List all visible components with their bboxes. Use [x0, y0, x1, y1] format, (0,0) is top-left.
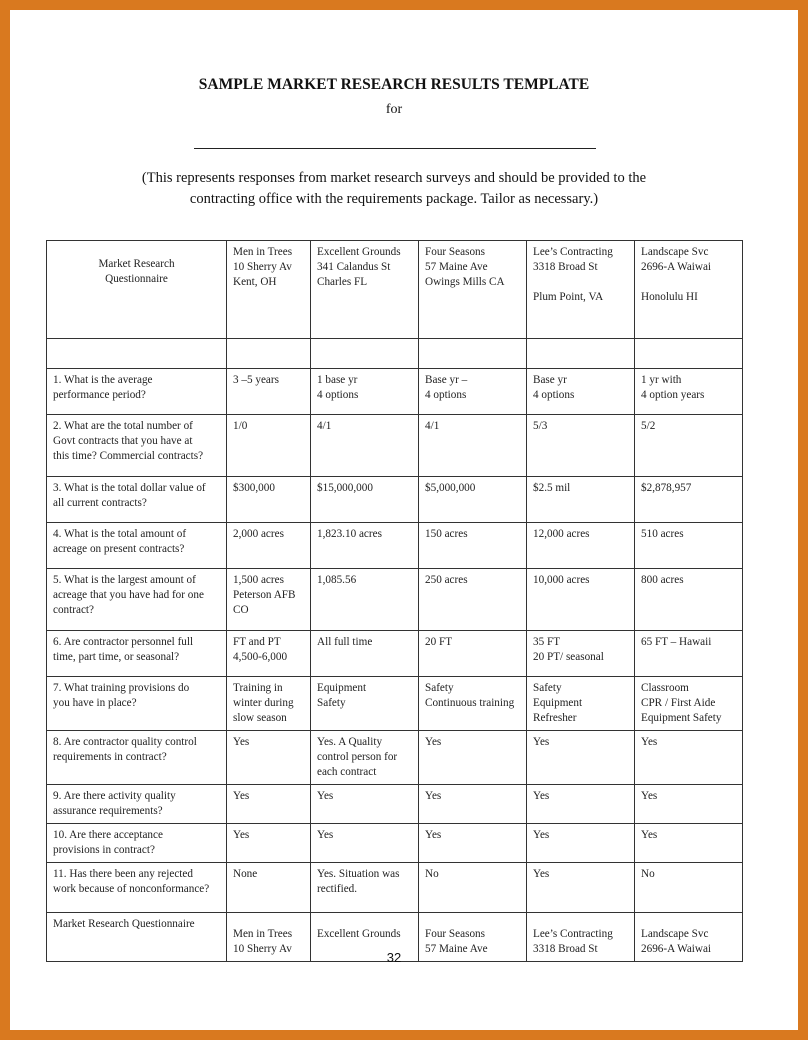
- table-cell: [419, 785, 527, 824]
- cell-text-line: 35 FT: [533, 636, 561, 648]
- cell-text-line: $2.5 mil: [533, 482, 571, 494]
- cell-text-line: 1. What is the average: [53, 374, 153, 386]
- cell-text-line: Excellent Grounds: [317, 928, 401, 940]
- table-cell: [311, 863, 419, 913]
- table-cell: [227, 824, 311, 863]
- table-row: [47, 369, 743, 415]
- cell-text-line: Yes: [533, 736, 550, 748]
- table-cell: [419, 415, 527, 477]
- table-cell: [227, 477, 311, 523]
- question-cell: [47, 523, 227, 569]
- cell-text-line: Equipment: [533, 697, 583, 709]
- cell-text-line: Yes: [425, 829, 442, 841]
- table-cell: [419, 569, 527, 631]
- table-cell: [311, 477, 419, 523]
- cell-text-line: Equipment: [317, 682, 367, 694]
- cell-text-line: Plum Point, VA: [533, 291, 604, 303]
- table-cell: [419, 677, 527, 731]
- table-cell: [227, 731, 311, 785]
- cell-text-line: 5. What is the largest amount of: [53, 574, 196, 586]
- table-header-row: [47, 241, 743, 339]
- cell-text-line: 4 options: [317, 389, 359, 401]
- cell-text-line: 150 acres: [425, 528, 468, 540]
- question-cell: [47, 477, 227, 523]
- fill-in-blank-line: [194, 148, 596, 149]
- table-cell: [419, 241, 527, 339]
- cell-text-line: 3. What is the total dollar value of: [53, 482, 206, 494]
- table-row: [47, 631, 743, 677]
- cell-text-line: Base yr –: [425, 374, 468, 386]
- table-cell: [635, 339, 743, 369]
- cell-text-line: each contract: [317, 766, 377, 778]
- cell-text-line: Safety: [425, 682, 454, 694]
- question-cell: [47, 731, 227, 785]
- cell-text-line: $2,878,957: [641, 482, 692, 494]
- cell-text-line: Landscape Svc: [641, 928, 709, 940]
- cell-text-line: Govt contracts that you have at: [53, 435, 193, 447]
- table-cell: [227, 241, 311, 339]
- cell-text-line: Charles FL: [317, 276, 368, 288]
- table-cell: [227, 339, 311, 369]
- cell-text-line: 65 FT – Hawaii: [641, 636, 712, 648]
- table-cell: [527, 523, 635, 569]
- table-cell: [527, 863, 635, 913]
- cell-text-line: Yes: [233, 790, 250, 802]
- cell-text-line: 12,000 acres: [533, 528, 590, 540]
- table-cell: [311, 677, 419, 731]
- cell-text-line: 4 option years: [641, 389, 705, 401]
- cell-text-line: Excellent Grounds: [317, 246, 401, 258]
- cell-text-line: Owings Mills CA: [425, 276, 505, 288]
- table-row: [47, 863, 743, 913]
- cell-text-line: 20 PT/ seasonal: [533, 651, 604, 663]
- cell-text-line: 341 Calandus St: [317, 261, 391, 273]
- table-cell: [419, 477, 527, 523]
- cell-text-line: 2,000 acres: [233, 528, 284, 540]
- cell-text-line: Base yr: [533, 374, 567, 386]
- cell-text-line: Four Seasons: [425, 246, 485, 258]
- cell-text-line: 5/3: [533, 420, 548, 432]
- table-cell: [227, 523, 311, 569]
- cell-text-line: 4 options: [425, 389, 467, 401]
- cell-text-line: Yes: [533, 868, 550, 880]
- cell-text-line: Men in Trees: [233, 246, 293, 258]
- cell-text-line: [533, 275, 628, 290]
- cell-text-line: 11. Has there been any rejected: [53, 868, 193, 880]
- question-cell: [47, 415, 227, 477]
- cell-text-line: 3318 Broad St: [533, 261, 598, 273]
- cell-text-line: Four Seasons: [425, 928, 485, 940]
- cell-text-line: 1,500 acres: [233, 574, 284, 586]
- table-cell: [635, 241, 743, 339]
- cell-text-line: performance period?: [53, 389, 146, 401]
- cell-text-line: acreage on present contracts?: [53, 543, 185, 555]
- table-cell: [635, 824, 743, 863]
- cell-text-line: CPR / First Aide: [641, 697, 716, 709]
- cell-text-line: 9. Are there activity quality: [53, 790, 176, 802]
- cell-text-line: 57 Maine Ave: [425, 261, 488, 273]
- cell-text-line: 10,000 acres: [533, 574, 590, 586]
- cell-text-line: Yes: [317, 829, 334, 841]
- cell-text-line: Market Research Questionnaire: [53, 918, 195, 930]
- table-cell: [527, 339, 635, 369]
- cell-text-line: No: [425, 868, 439, 880]
- cell-text-line: Yes: [641, 790, 658, 802]
- intro-paragraph: [0, 168, 798, 210]
- cell-text-line: Lee’s Contracting: [533, 928, 613, 940]
- cell-text-line: Training in: [233, 682, 283, 694]
- table-cell: [311, 369, 419, 415]
- cell-text-line: Continuous training: [425, 697, 515, 709]
- table-cell: [227, 369, 311, 415]
- table-row: [47, 785, 743, 824]
- table-cell: [527, 569, 635, 631]
- table-cell: [635, 523, 743, 569]
- table-cell: [311, 631, 419, 677]
- table-cell: [227, 569, 311, 631]
- table-cell: [527, 731, 635, 785]
- cell-text-line: 250 acres: [425, 574, 468, 586]
- cell-text-line: 1,823.10 acres: [317, 528, 382, 540]
- cell-text-line: Yes: [425, 790, 442, 802]
- table-cell: [635, 631, 743, 677]
- cell-text-line: Yes: [641, 829, 658, 841]
- cell-text-line: 5/2: [641, 420, 656, 432]
- table-cell: [311, 339, 419, 369]
- cell-text-line: Classroom: [641, 682, 689, 694]
- cell-text-line: 800 acres: [641, 574, 684, 586]
- table-cell: [227, 677, 311, 731]
- table-cell: [635, 863, 743, 913]
- cell-text-line: 20 FT: [425, 636, 453, 648]
- intro-line: (This represents responses from market research surveys and should be provided to the: [141, 170, 647, 186]
- table-row: [47, 523, 743, 569]
- cell-text-line: control person for: [317, 751, 398, 763]
- table-cell: [527, 477, 635, 523]
- table-cell: [635, 569, 743, 631]
- table-spacer-row: [47, 339, 743, 369]
- cell-text-line: 2696-A Waiwai: [641, 261, 712, 273]
- table-cell: [527, 785, 635, 824]
- table-cell: [311, 241, 419, 339]
- table-cell: [419, 824, 527, 863]
- cell-text-line: [641, 275, 736, 290]
- cell-text-line: CO: [233, 604, 249, 616]
- cell-text-line: 10 Sherry Av: [233, 261, 292, 273]
- cell-text-line: $5,000,000: [425, 482, 476, 494]
- question-cell: [47, 569, 227, 631]
- table-cell: [47, 339, 227, 369]
- cell-text-line: 4,500-6,000: [233, 651, 288, 663]
- table-cell: [419, 863, 527, 913]
- table-cell: [527, 677, 635, 731]
- cell-text-line: All full time: [317, 636, 373, 648]
- cell-text-line: None: [233, 868, 258, 880]
- cell-text-line: Refresher: [533, 712, 577, 724]
- cell-text-line: Honolulu HI: [641, 291, 698, 303]
- cell-text-line: $15,000,000: [317, 482, 373, 494]
- table-cell: [635, 785, 743, 824]
- table-row: [47, 415, 743, 477]
- table-cell: [311, 569, 419, 631]
- cell-text-line: No: [641, 868, 655, 880]
- cell-text-line: Kent, OH: [233, 276, 277, 288]
- cell-text-line: 4 options: [533, 389, 575, 401]
- cell-text-line: Equipment Safety: [641, 712, 722, 724]
- table-row: [47, 677, 743, 731]
- table-cell: [227, 863, 311, 913]
- cell-text-line: time, part time, or seasonal?: [53, 651, 180, 663]
- table-cell: [527, 369, 635, 415]
- table-cell: [311, 523, 419, 569]
- table-cell: [227, 415, 311, 477]
- table-cell: [635, 415, 743, 477]
- table-row: [47, 569, 743, 631]
- table-cell: [635, 369, 743, 415]
- cell-text-line: assurance requirements?: [53, 805, 163, 817]
- table-cell: [311, 415, 419, 477]
- table-cell: [635, 731, 743, 785]
- cell-text-line: Landscape Svc: [641, 246, 709, 258]
- for-label: for: [385, 102, 403, 117]
- cell-text-line: Yes: [533, 829, 550, 841]
- question-cell: [47, 677, 227, 731]
- intro-line: contracting office with the requirements package. Tailor as necessary.): [189, 191, 599, 207]
- cell-text-line: 1,085.56: [317, 574, 357, 586]
- cell-text-line: 4. What is the total amount of: [53, 528, 187, 540]
- cell-text-line: 3 –5 years: [233, 374, 279, 386]
- cell-text-line: Questionnaire: [105, 273, 168, 285]
- table-row: [47, 824, 743, 863]
- cell-text-line: Peterson AFB: [233, 589, 296, 601]
- table-cell: [527, 415, 635, 477]
- cell-text-line: Market Research: [98, 258, 175, 270]
- question-cell: [47, 785, 227, 824]
- table-cell: [419, 523, 527, 569]
- cell-text-line: 10 Sherry Av: [233, 943, 292, 955]
- cell-text-line: 8. Are contractor quality control: [53, 736, 197, 748]
- cell-text-line: this time? Commercial contracts?: [53, 450, 204, 462]
- cell-text-line: Yes: [317, 790, 334, 802]
- cell-text-line: 57 Maine Ave: [425, 943, 488, 955]
- cell-text-line: 1/0: [233, 420, 248, 432]
- cell-text-line: acreage that you have had for one: [53, 589, 204, 601]
- cell-text-line: rectified.: [317, 883, 358, 895]
- cell-text-line: Safety: [533, 682, 562, 694]
- table-row: [47, 731, 743, 785]
- header-label-cell: [47, 241, 227, 339]
- table-cell: [419, 631, 527, 677]
- table-cell: [527, 631, 635, 677]
- table-cell: [227, 631, 311, 677]
- cell-text-line: FT and PT: [233, 636, 281, 648]
- cell-text-line: Yes: [425, 736, 442, 748]
- cell-text-line: 2696-A Waiwai: [641, 943, 712, 955]
- page-number: 32: [386, 950, 402, 965]
- cell-text-line: Yes: [233, 829, 250, 841]
- cell-text-line: 10. Are there acceptance: [53, 829, 163, 841]
- cell-text-line: 6. Are contractor personnel full: [53, 636, 194, 648]
- cell-text-line: winter during: [233, 697, 294, 709]
- cell-text-line: you have in place?: [53, 697, 137, 709]
- cell-text-line: $300,000: [233, 482, 275, 494]
- cell-text-line: Safety: [317, 697, 346, 709]
- question-cell: [47, 631, 227, 677]
- cell-text-line: Yes: [641, 736, 658, 748]
- table-cell: [311, 824, 419, 863]
- question-cell: [47, 369, 227, 415]
- table-cell: [227, 785, 311, 824]
- table-cell: [311, 785, 419, 824]
- cell-text-line: 3318 Broad St: [533, 943, 598, 955]
- table-cell: [527, 241, 635, 339]
- cell-text-line: contract?: [53, 604, 94, 616]
- table-cell: [311, 731, 419, 785]
- table-row: [47, 477, 743, 523]
- question-cell: [47, 863, 227, 913]
- cell-text-line: Lee’s Contracting: [533, 246, 613, 258]
- cell-text-line: Yes. A Quality: [317, 736, 383, 748]
- cell-text-line: 1 base yr: [317, 374, 358, 386]
- table-cell: [527, 824, 635, 863]
- cell-text-line: Men in Trees: [233, 928, 293, 940]
- table-cell: [419, 339, 527, 369]
- market-research-table: [46, 240, 743, 962]
- cell-text-line: Yes: [233, 736, 250, 748]
- cell-text-line: 510 acres: [641, 528, 684, 540]
- cell-text-line: 1 yr with: [641, 374, 682, 386]
- document-title: SAMPLE MARKET RESEARCH RESULTS TEMPLATE: [198, 76, 590, 93]
- table-cell: [419, 369, 527, 415]
- cell-text-line: Yes. Situation was: [317, 868, 400, 880]
- cell-text-line: all current contracts?: [53, 497, 147, 509]
- question-cell: [47, 824, 227, 863]
- cell-text-line: requirements in contract?: [53, 751, 167, 763]
- cell-text-line: work because of nonconformance?: [53, 883, 210, 895]
- cell-text-line: 4/1: [425, 420, 440, 432]
- cell-text-line: Yes: [533, 790, 550, 802]
- cell-text-line: provisions in contract?: [53, 844, 155, 856]
- cell-text-line: 2. What are the total number of: [53, 420, 193, 432]
- table-cell: [419, 731, 527, 785]
- cell-text-line: slow season: [233, 712, 287, 724]
- table-cell: [635, 677, 743, 731]
- cell-text-line: 4/1: [317, 420, 332, 432]
- cell-text-line: 7. What training provisions do: [53, 682, 190, 694]
- table-cell: [635, 477, 743, 523]
